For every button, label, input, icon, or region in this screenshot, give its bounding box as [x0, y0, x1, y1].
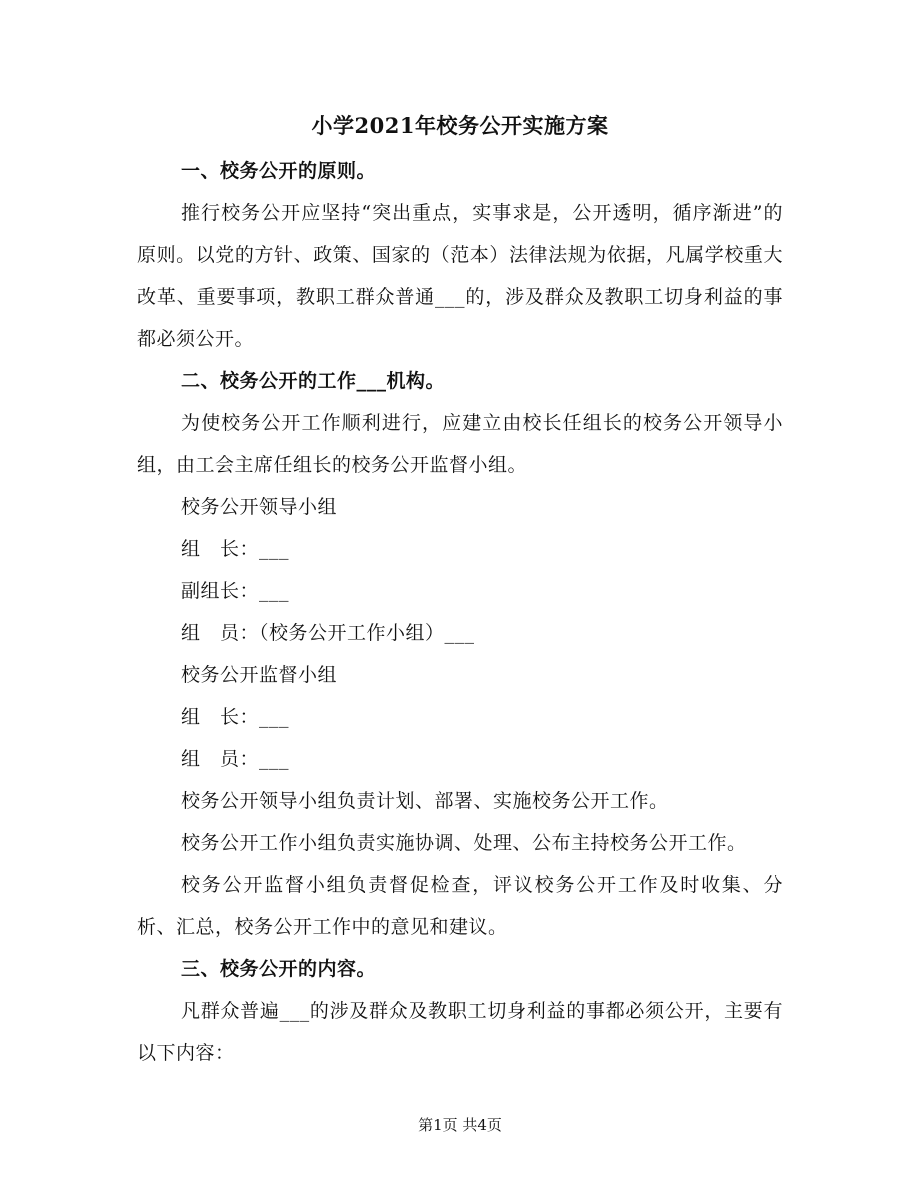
- paragraph-supervision-group-head: 组 长：___: [181, 706, 290, 728]
- paragraph-working-duty: 校务公开工作小组负责实施协调、处理、公布主持校务公开工作。: [181, 832, 747, 854]
- document-title: 小学2021年校务公开实施方案: [311, 113, 609, 138]
- paragraph-principle: 推行校务公开应坚持“突出重点，实事求是，公开透明，循序渐进”的原则。以党的方针、政策、国家的（范本）法律法规为依据，凡属学校重大改革、重要事项，教职工群众普通___的，涉及群众及教职工切身利益的事都必须公开。: [137, 202, 783, 350]
- paragraph-leader-group-head: 组 长：___: [181, 538, 290, 560]
- paragraph-leader-group-members: 组 员：（校务公开工作小组）___: [181, 622, 475, 644]
- paragraph-organization: 为使校务公开工作顺利进行，应建立由校长任组长的校务公开领导小组，由工会主席任组长的校务公开监督小组。: [137, 412, 783, 476]
- paragraph-leader-group-deputy: 副组长：___: [181, 580, 290, 602]
- section-heading-3: 三、校务公开的内容。: [181, 958, 377, 980]
- section-heading-1: 一、校务公开的原则。: [181, 160, 377, 182]
- paragraph-leader-group: 校务公开领导小组: [181, 496, 338, 518]
- paragraph-supervision-group-members: 组 员：___: [181, 748, 290, 770]
- paragraph-content: 凡群众普遍___的涉及群众及教职工切身利益的事都必须公开，主要有以下内容：: [137, 1000, 783, 1064]
- page-number: 第1页 共4页: [418, 1116, 502, 1134]
- paragraph-leader-duty: 校务公开领导小组负责计划、部署、实施校务公开工作。: [181, 790, 669, 812]
- document-body: [137, 150, 783, 1074]
- paragraph-supervision-group: 校务公开监督小组: [181, 664, 338, 686]
- paragraph-supervision-duty: 校务公开监督小组负责督促检查，评议校务公开工作及时收集、分析、汇总，校务公开工作中的意见和建议。: [137, 874, 783, 938]
- section-heading-2: 二、校务公开的工作___机构。: [181, 370, 446, 392]
